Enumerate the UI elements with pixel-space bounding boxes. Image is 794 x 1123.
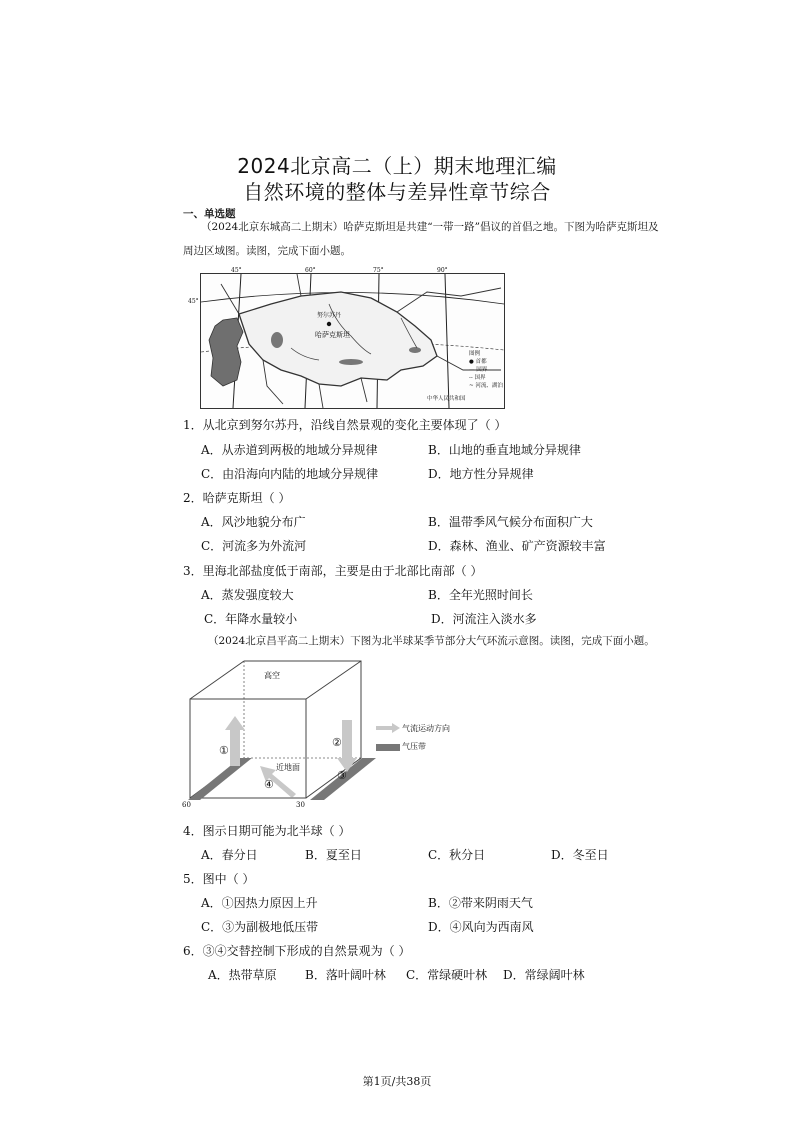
intro1-line1: （2024北京东城高二上期末）哈萨克斯坦是共建“一带一路”倡议的首倡之地。下图为哈萨克斯坦及 — [201, 221, 659, 233]
map-drawing — [201, 274, 504, 408]
question-1-option-a[interactable]: A．从赤道到两极的地域分异规律 — [201, 443, 378, 457]
map-legend-item: ● 首都 — [469, 359, 487, 365]
map-lat-45: 45° — [188, 298, 199, 305]
question-4-option-d[interactable]: D．冬至日 — [551, 848, 609, 862]
map-china-label: 中华人民共和国 — [427, 396, 466, 402]
cube-legend-flow: 气流运动方向 — [402, 724, 450, 733]
question-3-option-a[interactable]: A．蒸发强度较大 — [201, 588, 294, 602]
cube-lat-60: 60 — [182, 801, 191, 809]
question-1-option-d[interactable]: D．地方性分异规律 — [428, 467, 534, 481]
cube-ground-label: 近地面 — [276, 763, 300, 772]
question-6-stem: 6．③④交替控制下形成的自然景观为（ ） — [183, 944, 411, 958]
map-lon-75: 75° — [373, 267, 384, 274]
question-4-option-c[interactable]: C．秋分日 — [428, 848, 486, 862]
cube-marker-1: ① — [219, 744, 229, 757]
question-2-option-d[interactable]: D．森林、渔业、矿产资源较丰富 — [428, 539, 606, 553]
question-4-option-b[interactable]: B．夏至日 — [305, 848, 362, 862]
cube-marker-4: ④ — [264, 778, 274, 791]
cube-marker-3: ③ — [337, 769, 347, 782]
question-5-option-a[interactable]: A．①因热力原因上升 — [201, 896, 318, 910]
question-4-option-a[interactable]: A．春分日 — [201, 848, 258, 862]
question-5-option-c[interactable]: C．③为副极地低压带 — [201, 920, 319, 934]
map-city-label: 努尔苏丹 — [317, 312, 342, 319]
map-legend-item: -- 国界 — [469, 375, 486, 381]
question-2-stem: 2．哈萨克斯坦（ ） — [183, 491, 291, 505]
cube-marker-2: ② — [332, 736, 342, 749]
question-6-option-b[interactable]: B．落叶阔叶林 — [305, 968, 386, 982]
question-1-option-c[interactable]: C．由沿海向内陆的地域分异规律 — [201, 467, 379, 481]
question-5-stem: 5．图中（ ） — [183, 872, 255, 886]
doc-title-line1: 2024北京高二（上）期末地理汇编 — [237, 154, 557, 178]
question-2-option-c[interactable]: C．河流多为外流河 — [201, 539, 307, 553]
map-lon-60: 60° — [305, 267, 316, 274]
question-6-option-d[interactable]: D．常绿阔叶林 — [503, 968, 585, 982]
intro2: （2024北京昌平高二上期末）下图为北半球某季节部分大气环流示意图。读图，完成下面小题。 — [208, 635, 655, 647]
question-4-stem: 4．图示日期可能为北半球（ ） — [183, 824, 351, 838]
map-legend-item: — 国界 — [469, 367, 488, 373]
question-3-option-b[interactable]: B．全年光照时间长 — [428, 588, 533, 602]
question-1-option-b[interactable]: B．山地的垂直地域分异规律 — [428, 443, 581, 457]
map-lon-45: 45° — [231, 267, 242, 274]
cube-lat-30: 30 — [296, 801, 305, 809]
map-legend — [469, 350, 503, 390]
question-6-option-c[interactable]: C．常绿硬叶林 — [406, 968, 488, 982]
question-5-option-d[interactable]: D．④风向为西南风 — [428, 920, 534, 934]
question-3-option-d[interactable]: D．河流注入淡水多 — [431, 612, 537, 626]
doc-title-line2: 自然环境的整体与差异性章节综合 — [243, 180, 551, 204]
cube-drawing — [180, 658, 480, 818]
section-label: 一、单选题 — [183, 208, 236, 220]
question-1-stem: 1．从北京到努尔苏丹，沿线自然景观的变化主要体现了（ ） — [183, 418, 507, 432]
map-lon-90: 90° — [437, 267, 448, 274]
map-legend-item: ~ 河流、湖泊 — [469, 383, 503, 389]
cube-top-label: 高空 — [264, 671, 280, 680]
map-country-label: 哈萨克斯坦 — [315, 331, 350, 339]
map-legend-title: 图例 — [469, 351, 481, 357]
question-3-option-c[interactable]: C．年降水量较小 — [204, 612, 298, 626]
question-3-stem: 3．里海北部盐度低于南部，主要是由于北部比南部（ ） — [183, 564, 483, 578]
kazakhstan-map — [200, 273, 505, 409]
question-2-option-a[interactable]: A．风沙地貌分布广 — [201, 515, 306, 529]
intro1-line2: 周边区域图。读图，完成下面小题。 — [183, 245, 351, 257]
question-5-option-b[interactable]: B．②带来阴雨天气 — [428, 896, 533, 910]
page-footer: 第1页/共38页 — [362, 1075, 432, 1088]
cube-legend-belt: 气压带 — [402, 742, 426, 751]
circulation-diagram — [180, 658, 480, 818]
question-6-option-a[interactable]: A．热带草原 — [208, 968, 277, 982]
question-2-option-b[interactable]: B．温带季风气候分布面积广大 — [428, 515, 593, 529]
